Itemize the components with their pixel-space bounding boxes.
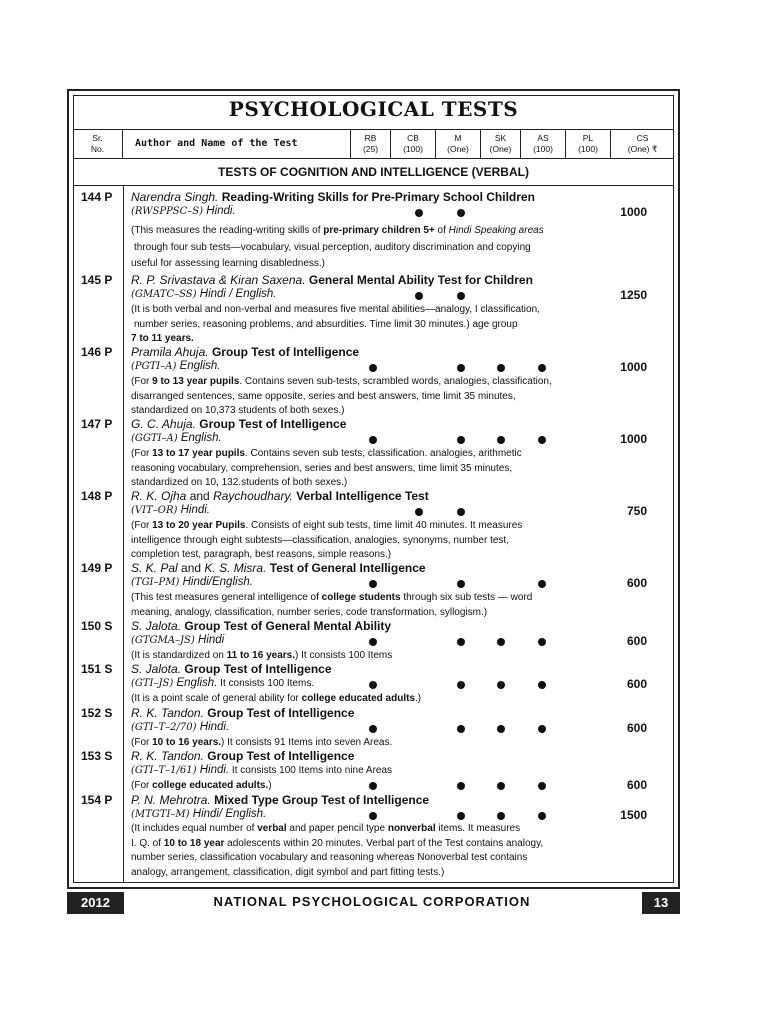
test-name: Reading-Writing Skills for Pre-Primary School Children bbox=[221, 190, 535, 204]
availability-dot bbox=[369, 638, 377, 646]
code: (PGTI–A) bbox=[131, 361, 177, 372]
desc-text: (This test measures general intelligence of bbox=[131, 592, 322, 603]
serial-number: 153 S bbox=[81, 749, 113, 763]
test-code bbox=[131, 808, 266, 820]
header-col-cb bbox=[391, 130, 436, 158]
desc-line: useful for assessing learning disabledness.) bbox=[131, 258, 325, 269]
availability-dot bbox=[369, 725, 377, 733]
author: Pramila Ahuja. bbox=[131, 345, 209, 359]
header-sr-no bbox=[73, 130, 123, 158]
desc-line: number series, classification vocabulary and reasoning whereas Nonoverbal test contains bbox=[131, 852, 528, 863]
code: (GTI–T–1/61) bbox=[131, 765, 197, 776]
test-name: Group Test of Intelligence bbox=[199, 417, 347, 431]
price: 600 bbox=[626, 634, 647, 648]
desc-line: intelligence through eight subtests—classification, analogies, synonyms, number test, bbox=[131, 534, 509, 546]
desc-text: . Consists of eight sub tests, time limit 40 minutes. It measures bbox=[245, 520, 523, 531]
availability-dot bbox=[369, 812, 377, 820]
availability-dot bbox=[457, 508, 465, 516]
availability-dot bbox=[457, 812, 465, 820]
desc-bold: 13 to 17 year pupils bbox=[152, 448, 245, 459]
serial-number: 145 P bbox=[81, 273, 113, 287]
desc-text: . Contains seven sub-tests, scrambled words, analogies, classification, bbox=[239, 376, 552, 387]
column-divider bbox=[123, 186, 124, 883]
author: Raychoudhary. bbox=[213, 489, 293, 503]
code: (GGTI–A) bbox=[131, 433, 178, 444]
desc-text: ) bbox=[268, 780, 272, 791]
col-sub: (100) bbox=[578, 144, 598, 154]
desc-bold: college students bbox=[321, 592, 401, 603]
col-label: AS bbox=[537, 133, 549, 143]
desc-line bbox=[131, 591, 601, 606]
author: K. S. Misra. bbox=[204, 561, 267, 575]
code-note: It consists 100 Items into nine Areas bbox=[229, 765, 393, 776]
availability-dot bbox=[369, 580, 377, 588]
availability-dot bbox=[457, 681, 465, 689]
test-name: Test of General Intelligence bbox=[269, 561, 426, 575]
language: English. bbox=[179, 360, 221, 372]
test-title bbox=[131, 489, 429, 503]
test-code bbox=[131, 576, 253, 588]
desc-bold: pre-primary children 5+ bbox=[323, 225, 435, 236]
desc-line: (It is both verbal and non-verbal and measures five mental abilities—analogy, I classification, bbox=[131, 304, 540, 315]
desc-line: disarranged sentences, same opposite, series and best answers, time limit 35 minutes, bbox=[131, 390, 516, 402]
availability-dot bbox=[538, 681, 546, 689]
test-description bbox=[131, 591, 601, 620]
desc-line bbox=[131, 692, 601, 707]
author: Narendra Singh. bbox=[131, 190, 219, 204]
test-code bbox=[131, 721, 229, 733]
desc-text: items. It measures bbox=[435, 823, 521, 834]
test-description bbox=[131, 224, 601, 272]
serial-number: 152 S bbox=[81, 706, 113, 720]
price: 600 bbox=[626, 721, 647, 735]
col-label: SK bbox=[494, 133, 507, 143]
desc-text: I. Q. of bbox=[131, 837, 164, 849]
desc-line: meaning, analogy, classification, number series, code transformation, syllogism.) bbox=[131, 606, 488, 618]
test-description bbox=[131, 447, 601, 491]
desc-bold: college educated adults bbox=[301, 693, 416, 704]
test-code bbox=[131, 677, 314, 689]
desc-text: ) It consists 100 Items bbox=[295, 650, 393, 661]
test-code bbox=[131, 288, 276, 300]
price: 600 bbox=[626, 778, 647, 792]
desc-text: (For bbox=[131, 737, 153, 748]
language: Hindi / English. bbox=[199, 288, 277, 300]
code: (GTI–JS) bbox=[131, 678, 174, 689]
serial-number: 146 P bbox=[81, 345, 113, 359]
desc-text: . Contains seven sub tests, classification. analogies, arithmetic bbox=[244, 448, 522, 459]
price: 600 bbox=[626, 576, 647, 590]
test-description bbox=[131, 375, 601, 419]
price: 1250 bbox=[620, 288, 647, 302]
test-name: Group Test of Intelligence bbox=[207, 706, 355, 720]
header-col-as bbox=[521, 130, 566, 158]
test-name: Mixed Type Group Test of Intelligence bbox=[214, 793, 430, 807]
test-description bbox=[131, 779, 601, 794]
serial-number: 149 P bbox=[81, 561, 113, 575]
availability-dot bbox=[497, 364, 505, 372]
test-title bbox=[131, 793, 429, 807]
test-title bbox=[131, 619, 391, 633]
availability-dot bbox=[538, 436, 546, 444]
desc-text: (For bbox=[131, 520, 153, 531]
desc-line bbox=[131, 375, 601, 390]
test-name: Group Test of General Mental Ability bbox=[184, 619, 392, 633]
availability-dot bbox=[497, 436, 505, 444]
test-title bbox=[131, 561, 426, 575]
serial-number: 147 P bbox=[81, 417, 113, 431]
language: English. bbox=[180, 432, 222, 444]
conjunction: and bbox=[186, 489, 214, 503]
availability-dot bbox=[538, 725, 546, 733]
serial-number: 148 P bbox=[81, 489, 113, 503]
author: S. K. Pal bbox=[131, 561, 178, 575]
code: (VIT–OR) bbox=[131, 505, 178, 516]
language: Hindi. bbox=[199, 764, 230, 776]
availability-dot bbox=[497, 725, 505, 733]
test-code bbox=[131, 504, 210, 516]
availability-dot bbox=[497, 638, 505, 646]
availability-dot bbox=[415, 508, 423, 516]
desc-bold: 13 to 20 year Pupils bbox=[152, 520, 246, 531]
test-title bbox=[131, 706, 354, 720]
test-description bbox=[131, 822, 601, 880]
desc-line bbox=[131, 822, 601, 837]
author: R. K. Tandon. bbox=[131, 706, 204, 720]
test-description bbox=[131, 519, 601, 563]
author: R. K. Tandon. bbox=[131, 749, 204, 763]
test-name: General Mental Ability Test for Children bbox=[308, 273, 533, 287]
desc-line: standardized on 10,373 students of both sexes.) bbox=[131, 405, 345, 416]
availability-dot bbox=[538, 638, 546, 646]
author: R. K. Ojha bbox=[131, 489, 187, 503]
availability-dot bbox=[538, 364, 546, 372]
conjunction: and bbox=[177, 561, 205, 575]
language: Hindi bbox=[197, 634, 225, 646]
page-title: PSYCHOLOGICAL TESTS bbox=[228, 97, 519, 121]
test-title bbox=[131, 417, 346, 431]
col-sub: (100) bbox=[403, 144, 423, 154]
header-no: No. bbox=[90, 144, 105, 154]
test-name: Group Test of Intelligence bbox=[184, 662, 332, 676]
test-code bbox=[131, 634, 224, 646]
availability-dot bbox=[369, 364, 377, 372]
test-code bbox=[131, 432, 222, 444]
col-label: CB bbox=[407, 133, 419, 143]
year-badge: 2012 bbox=[67, 892, 124, 914]
desc-line bbox=[131, 447, 601, 462]
test-title bbox=[131, 662, 332, 676]
desc-text: ) It consists 91 Items into seven Areas. bbox=[221, 737, 393, 748]
price: 1000 bbox=[620, 205, 647, 219]
header-col-sk bbox=[481, 130, 521, 158]
availability-dot bbox=[457, 638, 465, 646]
desc-bold: 10 to 18 year bbox=[163, 837, 225, 849]
availability-dot bbox=[457, 436, 465, 444]
header-author: Author and Name of the Test bbox=[123, 130, 351, 158]
header-sr: Sr. bbox=[92, 133, 103, 143]
availability-dot bbox=[415, 209, 423, 217]
availability-dot bbox=[457, 292, 465, 300]
language: English. bbox=[176, 677, 218, 689]
col-sub: (One) bbox=[489, 144, 512, 154]
author: S. Jalota. bbox=[131, 619, 182, 633]
desc-line bbox=[131, 224, 601, 239]
author: R. P. Srivastava & Kiran Saxena. bbox=[131, 273, 306, 287]
header-col-cs bbox=[611, 130, 674, 158]
col-sub: (One) ₹ bbox=[627, 144, 658, 154]
code-note: It consists 100 Items. bbox=[217, 678, 315, 689]
desc-text: through six sub tests — word bbox=[400, 592, 533, 603]
desc-bold: 11 to 16 years. bbox=[226, 650, 295, 661]
desc-text: adolescents within 20 minutes. Verbal part of the Test contains analogy, bbox=[224, 837, 544, 849]
desc-italic: Hindi Speaking areas bbox=[448, 225, 544, 236]
code: (RWSPPSC–S) bbox=[131, 206, 204, 217]
test-title bbox=[131, 749, 354, 763]
test-code bbox=[131, 764, 392, 776]
language: Hindi. bbox=[206, 205, 236, 217]
desc-line bbox=[131, 779, 601, 794]
col-label: M bbox=[454, 133, 462, 143]
desc-text: of bbox=[434, 225, 449, 236]
test-title bbox=[131, 190, 535, 204]
publisher-name: NATIONAL PSYCHOLOGICAL CORPORATION bbox=[213, 894, 531, 909]
availability-dot bbox=[538, 580, 546, 588]
table-header bbox=[73, 129, 674, 159]
desc-line bbox=[131, 837, 601, 852]
availability-dot bbox=[369, 436, 377, 444]
desc-text: (It includes equal number of bbox=[131, 823, 258, 834]
language: Hindi. bbox=[180, 504, 210, 516]
availability-dot bbox=[457, 364, 465, 372]
author: P. N. Mehrotra. bbox=[131, 793, 211, 807]
desc-bold: 9 to 13 year pupils bbox=[152, 376, 240, 387]
desc-text: .) bbox=[415, 693, 422, 704]
desc-line: standardized on 10, 132.students of both sexes.) bbox=[131, 477, 348, 488]
col-sub: (100) bbox=[533, 144, 553, 154]
language: Hindi. bbox=[199, 721, 230, 733]
header-col-rb bbox=[351, 130, 391, 158]
language: Hindi/ English. bbox=[192, 808, 267, 820]
desc-line: number series, reasoning problems, and absurdities. Time limit 30 minutes.) age group bbox=[134, 318, 518, 330]
page-number: 13 bbox=[642, 892, 680, 914]
test-code bbox=[131, 360, 221, 372]
availability-dot bbox=[415, 292, 423, 300]
desc-text: (This measures the reading-writing skills of bbox=[131, 225, 324, 236]
price: 750 bbox=[626, 504, 647, 518]
desc-text: and paper pencil type bbox=[286, 823, 388, 834]
price: 1000 bbox=[620, 432, 647, 446]
desc-line bbox=[131, 519, 601, 534]
col-label: PL bbox=[582, 133, 594, 143]
code: (MTGTI–M) bbox=[131, 809, 190, 820]
col-sub: (One) bbox=[447, 144, 469, 154]
test-name: Group Test of Intelligence bbox=[207, 749, 355, 763]
test-name: Group Test of Intelligence bbox=[211, 345, 360, 359]
header-col-m bbox=[436, 130, 481, 158]
serial-number: 151 S bbox=[81, 662, 113, 676]
test-description bbox=[131, 303, 601, 347]
price: 600 bbox=[626, 677, 647, 691]
availability-dot bbox=[369, 681, 377, 689]
desc-text: (For bbox=[131, 448, 153, 459]
price: 1000 bbox=[620, 360, 647, 374]
availability-dot bbox=[457, 580, 465, 588]
price: 1500 bbox=[620, 808, 647, 822]
availability-dot bbox=[457, 209, 465, 217]
desc-bold: college educated adults. bbox=[152, 780, 269, 791]
serial-number: 154 P bbox=[81, 793, 113, 807]
desc-bold: verbal bbox=[257, 823, 287, 834]
desc-line: completion test, paragraph, best reasons, simple reasons.) bbox=[131, 549, 392, 560]
serial-number: 144 P bbox=[81, 190, 113, 204]
desc-bold: nonverbal bbox=[387, 823, 436, 834]
test-description bbox=[131, 692, 601, 707]
page-footer bbox=[67, 892, 680, 914]
desc-text: (It is a point scale of general ability for bbox=[131, 693, 302, 704]
desc-line: analogy, arrangement, classification, digit symbol and part fitting tests.) bbox=[131, 866, 445, 878]
serial-number: 150 S bbox=[81, 619, 113, 633]
availability-dot bbox=[538, 812, 546, 820]
author: S. Jalota. bbox=[131, 662, 182, 676]
header-col-pl bbox=[566, 130, 611, 158]
code: (GTI–T–2/70) bbox=[131, 722, 197, 733]
code: (TGI–PM) bbox=[131, 577, 180, 588]
test-name: Verbal Intelligence Test bbox=[296, 489, 429, 503]
desc-line: 7 to 11 years. bbox=[131, 333, 194, 344]
test-title bbox=[131, 345, 359, 359]
desc-text: (For bbox=[131, 780, 153, 791]
language: Hindi/English. bbox=[182, 576, 253, 588]
section-title: TESTS OF COGNITION AND INTELLIGENCE (VERBAL) bbox=[73, 159, 674, 186]
availability-dot bbox=[457, 725, 465, 733]
test-title bbox=[131, 273, 533, 287]
availability-dot bbox=[497, 681, 505, 689]
col-label: RB bbox=[364, 133, 377, 143]
col-sub: (25) bbox=[362, 144, 379, 154]
col-label: CS bbox=[636, 133, 649, 143]
code: (GMATC–SS) bbox=[131, 289, 197, 300]
desc-text: (For bbox=[131, 376, 153, 387]
test-code bbox=[131, 205, 236, 217]
desc-line: through four sub tests—vocabulary, visual perception, auditory discrimination and copying bbox=[134, 241, 531, 253]
desc-line: reasoning vocabulary, comprehension, series and best answers, time limit 35 minutes, bbox=[131, 462, 513, 474]
author: G. C. Ahuja. bbox=[131, 417, 196, 431]
availability-dot bbox=[497, 812, 505, 820]
desc-bold: 10 to 16 years. bbox=[152, 737, 222, 748]
desc-text: (It is standardized on bbox=[131, 650, 227, 661]
code: (GTGMA–JS) bbox=[131, 635, 195, 646]
